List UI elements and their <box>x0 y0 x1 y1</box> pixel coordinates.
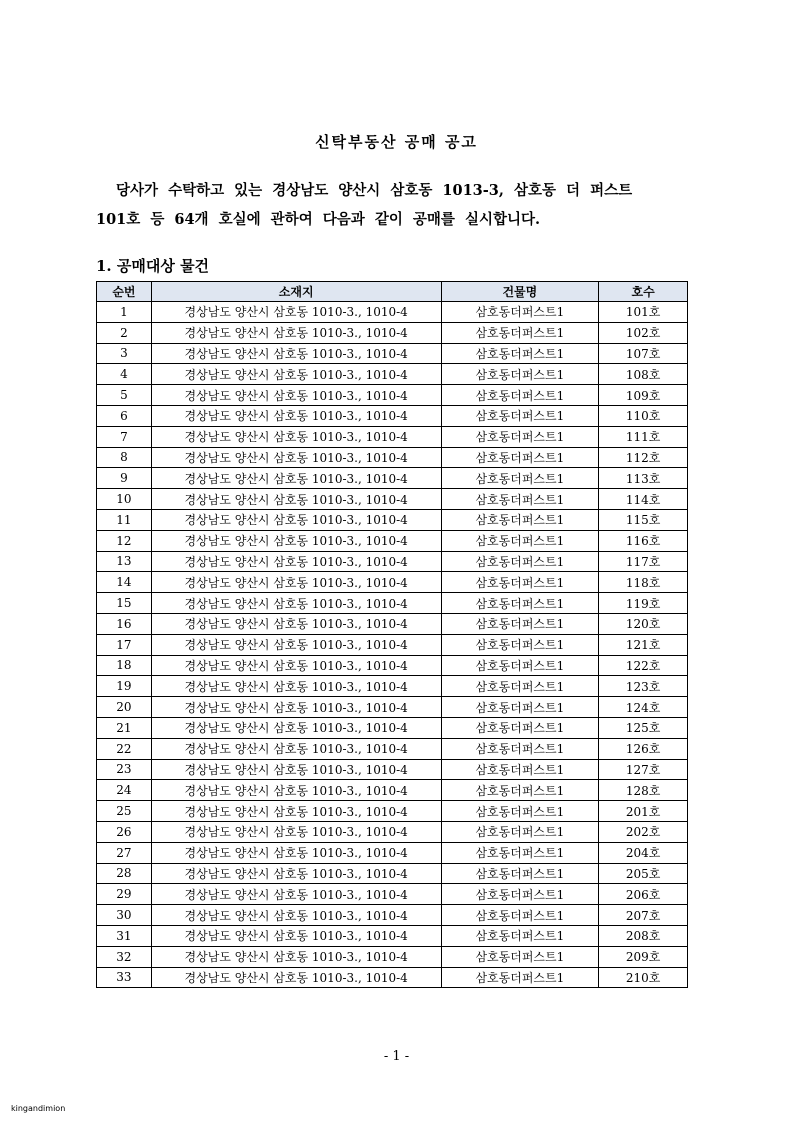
table-row <box>97 593 688 614</box>
location-cell: 경상남도 양산시 삼호동 1010-3., 1010-4 <box>151 738 441 759</box>
seq-cell: 22 <box>97 738 152 759</box>
header-building: 건물명 <box>441 282 599 302</box>
unit-cell: 118호 <box>599 572 688 593</box>
building-cell: 삼호동더퍼스트1 <box>441 759 599 780</box>
table-row <box>97 343 688 364</box>
building-cell: 삼호동더퍼스트1 <box>441 613 599 634</box>
table-row <box>97 489 688 510</box>
table-row <box>97 551 688 572</box>
table-row <box>97 884 688 905</box>
unit-cell: 123호 <box>599 676 688 697</box>
unit-cell: 204호 <box>599 842 688 863</box>
seq-cell: 9 <box>97 468 152 489</box>
unit-cell: 112호 <box>599 447 688 468</box>
table-row <box>97 385 688 406</box>
building-cell: 삼호동더퍼스트1 <box>441 551 599 572</box>
building-cell: 삼호동더퍼스트1 <box>441 655 599 676</box>
table-row <box>97 821 688 842</box>
location-cell: 경상남도 양산시 삼호동 1010-3., 1010-4 <box>151 759 441 780</box>
unit-cell: 115호 <box>599 509 688 530</box>
seq-cell: 24 <box>97 780 152 801</box>
property-table <box>96 281 688 988</box>
unit-cell: 116호 <box>599 530 688 551</box>
header-seq: 순번 <box>97 282 152 302</box>
location-cell: 경상남도 양산시 삼호동 1010-3., 1010-4 <box>151 364 441 385</box>
building-cell: 삼호동더퍼스트1 <box>441 905 599 926</box>
unit-cell: 210호 <box>599 967 688 988</box>
unit-cell: 108호 <box>599 364 688 385</box>
seq-cell: 2 <box>97 322 152 343</box>
building-cell: 삼호동더퍼스트1 <box>441 405 599 426</box>
location-cell: 경상남도 양산시 삼호동 1010-3., 1010-4 <box>151 634 441 655</box>
seq-cell: 28 <box>97 863 152 884</box>
seq-cell: 10 <box>97 489 152 510</box>
unit-cell: 209호 <box>599 946 688 967</box>
location-cell: 경상남도 양산시 삼호동 1010-3., 1010-4 <box>151 717 441 738</box>
table-row <box>97 613 688 634</box>
seq-cell: 33 <box>97 967 152 988</box>
unit-cell: 119호 <box>599 593 688 614</box>
location-cell: 경상남도 양산시 삼호동 1010-3., 1010-4 <box>151 676 441 697</box>
table-row <box>97 697 688 718</box>
table-header-row <box>97 282 688 302</box>
unit-cell: 117호 <box>599 551 688 572</box>
location-cell: 경상남도 양산시 삼호동 1010-3., 1010-4 <box>151 655 441 676</box>
seq-cell: 30 <box>97 905 152 926</box>
unit-cell: 208호 <box>599 925 688 946</box>
table-row <box>97 509 688 530</box>
building-cell: 삼호동더퍼스트1 <box>441 780 599 801</box>
table-row <box>97 925 688 946</box>
building-cell: 삼호동더퍼스트1 <box>441 801 599 822</box>
page-number: - 1 - <box>383 1049 410 1064</box>
building-cell: 삼호동더퍼스트1 <box>441 343 599 364</box>
building-cell: 삼호동더퍼스트1 <box>441 697 599 718</box>
seq-cell: 21 <box>97 717 152 738</box>
seq-cell: 26 <box>97 821 152 842</box>
building-cell: 삼호동더퍼스트1 <box>441 946 599 967</box>
location-cell: 경상남도 양산시 삼호동 1010-3., 1010-4 <box>151 426 441 447</box>
unit-cell: 110호 <box>599 405 688 426</box>
table-row <box>97 676 688 697</box>
building-cell: 삼호동더퍼스트1 <box>441 634 599 655</box>
location-cell: 경상남도 양산시 삼호동 1010-3., 1010-4 <box>151 405 441 426</box>
seq-cell: 5 <box>97 385 152 406</box>
seq-cell: 8 <box>97 447 152 468</box>
location-cell: 경상남도 양산시 삼호동 1010-3., 1010-4 <box>151 821 441 842</box>
table-row <box>97 842 688 863</box>
unit-cell: 205호 <box>599 863 688 884</box>
location-cell: 경상남도 양산시 삼호동 1010-3., 1010-4 <box>151 946 441 967</box>
intro-line-2: 101호 등 64개 호실에 관하여 다음과 같이 공매를 실시합니다. <box>96 211 541 228</box>
seq-cell: 4 <box>97 364 152 385</box>
seq-cell: 7 <box>97 426 152 447</box>
unit-cell: 102호 <box>599 322 688 343</box>
table-row <box>97 905 688 926</box>
location-cell: 경상남도 양산시 삼호동 1010-3., 1010-4 <box>151 572 441 593</box>
seq-cell: 6 <box>97 405 152 426</box>
building-cell: 삼호동더퍼스트1 <box>441 322 599 343</box>
building-cell: 삼호동더퍼스트1 <box>441 530 599 551</box>
table-row <box>97 780 688 801</box>
seq-cell: 17 <box>97 634 152 655</box>
location-cell: 경상남도 양산시 삼호동 1010-3., 1010-4 <box>151 613 441 634</box>
unit-cell: 107호 <box>599 343 688 364</box>
seq-cell: 1 <box>97 302 152 323</box>
table-row <box>97 364 688 385</box>
table-row <box>97 863 688 884</box>
building-cell: 삼호동더퍼스트1 <box>441 426 599 447</box>
location-cell: 경상남도 양산시 삼호동 1010-3., 1010-4 <box>151 884 441 905</box>
footer-mark: kingandimion <box>11 1104 66 1113</box>
unit-cell: 122호 <box>599 655 688 676</box>
unit-cell: 111호 <box>599 426 688 447</box>
seq-cell: 3 <box>97 343 152 364</box>
building-cell: 삼호동더퍼스트1 <box>441 509 599 530</box>
unit-cell: 124호 <box>599 697 688 718</box>
building-cell: 삼호동더퍼스트1 <box>441 572 599 593</box>
location-cell: 경상남도 양산시 삼호동 1010-3., 1010-4 <box>151 780 441 801</box>
location-cell: 경상남도 양산시 삼호동 1010-3., 1010-4 <box>151 343 441 364</box>
seq-cell: 19 <box>97 676 152 697</box>
table-row <box>97 634 688 655</box>
unit-cell: 207호 <box>599 905 688 926</box>
table-row <box>97 530 688 551</box>
building-cell: 삼호동더퍼스트1 <box>441 717 599 738</box>
unit-cell: 201호 <box>599 801 688 822</box>
table-row <box>97 405 688 426</box>
table-row <box>97 801 688 822</box>
intro-line-1: 당사가 수탁하고 있는 경상남도 양산시 삼호동 1013-3, 삼호동 더 퍼스트 <box>116 182 633 199</box>
seq-cell: 20 <box>97 697 152 718</box>
seq-cell: 13 <box>97 551 152 572</box>
table-row <box>97 717 688 738</box>
building-cell: 삼호동더퍼스트1 <box>441 925 599 946</box>
unit-cell: 127호 <box>599 759 688 780</box>
building-cell: 삼호동더퍼스트1 <box>441 842 599 863</box>
section-heading: 1. 공매대상 물건 <box>96 257 210 275</box>
unit-cell: 121호 <box>599 634 688 655</box>
unit-cell: 125호 <box>599 717 688 738</box>
location-cell: 경상남도 양산시 삼호동 1010-3., 1010-4 <box>151 509 441 530</box>
unit-cell: 126호 <box>599 738 688 759</box>
table-row <box>97 967 688 988</box>
table-body <box>97 302 688 988</box>
table-row <box>97 759 688 780</box>
page-title: 신탁부동산 공매 공고 <box>315 133 478 151</box>
location-cell: 경상남도 양산시 삼호동 1010-3., 1010-4 <box>151 489 441 510</box>
building-cell: 삼호동더퍼스트1 <box>441 447 599 468</box>
unit-cell: 113호 <box>599 468 688 489</box>
header-unit: 호수 <box>599 282 688 302</box>
building-cell: 삼호동더퍼스트1 <box>441 385 599 406</box>
seq-cell: 11 <box>97 509 152 530</box>
location-cell: 경상남도 양산시 삼호동 1010-3., 1010-4 <box>151 801 441 822</box>
seq-cell: 16 <box>97 613 152 634</box>
table-row <box>97 302 688 323</box>
unit-cell: 101호 <box>599 302 688 323</box>
location-cell: 경상남도 양산시 삼호동 1010-3., 1010-4 <box>151 863 441 884</box>
location-cell: 경상남도 양산시 삼호동 1010-3., 1010-4 <box>151 302 441 323</box>
unit-cell: 109호 <box>599 385 688 406</box>
table-row <box>97 426 688 447</box>
table-row <box>97 447 688 468</box>
building-cell: 삼호동더퍼스트1 <box>441 863 599 884</box>
building-cell: 삼호동더퍼스트1 <box>441 468 599 489</box>
seq-cell: 25 <box>97 801 152 822</box>
location-cell: 경상남도 양산시 삼호동 1010-3., 1010-4 <box>151 842 441 863</box>
location-cell: 경상남도 양산시 삼호동 1010-3., 1010-4 <box>151 925 441 946</box>
seq-cell: 15 <box>97 593 152 614</box>
unit-cell: 128호 <box>599 780 688 801</box>
seq-cell: 32 <box>97 946 152 967</box>
header-location: 소재지 <box>151 282 441 302</box>
seq-cell: 29 <box>97 884 152 905</box>
table-row <box>97 655 688 676</box>
building-cell: 삼호동더퍼스트1 <box>441 593 599 614</box>
building-cell: 삼호동더퍼스트1 <box>441 676 599 697</box>
unit-cell: 202호 <box>599 821 688 842</box>
table-row <box>97 322 688 343</box>
location-cell: 경상남도 양산시 삼호동 1010-3., 1010-4 <box>151 468 441 489</box>
location-cell: 경상남도 양산시 삼호동 1010-3., 1010-4 <box>151 447 441 468</box>
seq-cell: 18 <box>97 655 152 676</box>
seq-cell: 12 <box>97 530 152 551</box>
seq-cell: 23 <box>97 759 152 780</box>
location-cell: 경상남도 양산시 삼호동 1010-3., 1010-4 <box>151 551 441 572</box>
location-cell: 경상남도 양산시 삼호동 1010-3., 1010-4 <box>151 967 441 988</box>
building-cell: 삼호동더퍼스트1 <box>441 967 599 988</box>
building-cell: 삼호동더퍼스트1 <box>441 884 599 905</box>
seq-cell: 31 <box>97 925 152 946</box>
table-row <box>97 946 688 967</box>
seq-cell: 27 <box>97 842 152 863</box>
intro-paragraph <box>96 176 700 234</box>
building-cell: 삼호동더퍼스트1 <box>441 821 599 842</box>
building-cell: 삼호동더퍼스트1 <box>441 302 599 323</box>
table-row <box>97 468 688 489</box>
unit-cell: 206호 <box>599 884 688 905</box>
building-cell: 삼호동더퍼스트1 <box>441 489 599 510</box>
seq-cell: 14 <box>97 572 152 593</box>
location-cell: 경상남도 양산시 삼호동 1010-3., 1010-4 <box>151 697 441 718</box>
location-cell: 경상남도 양산시 삼호동 1010-3., 1010-4 <box>151 322 441 343</box>
unit-cell: 120호 <box>599 613 688 634</box>
building-cell: 삼호동더퍼스트1 <box>441 364 599 385</box>
table-row <box>97 738 688 759</box>
unit-cell: 114호 <box>599 489 688 510</box>
location-cell: 경상남도 양산시 삼호동 1010-3., 1010-4 <box>151 905 441 926</box>
building-cell: 삼호동더퍼스트1 <box>441 738 599 759</box>
location-cell: 경상남도 양산시 삼호동 1010-3., 1010-4 <box>151 593 441 614</box>
location-cell: 경상남도 양산시 삼호동 1010-3., 1010-4 <box>151 530 441 551</box>
table-row <box>97 572 688 593</box>
location-cell: 경상남도 양산시 삼호동 1010-3., 1010-4 <box>151 385 441 406</box>
